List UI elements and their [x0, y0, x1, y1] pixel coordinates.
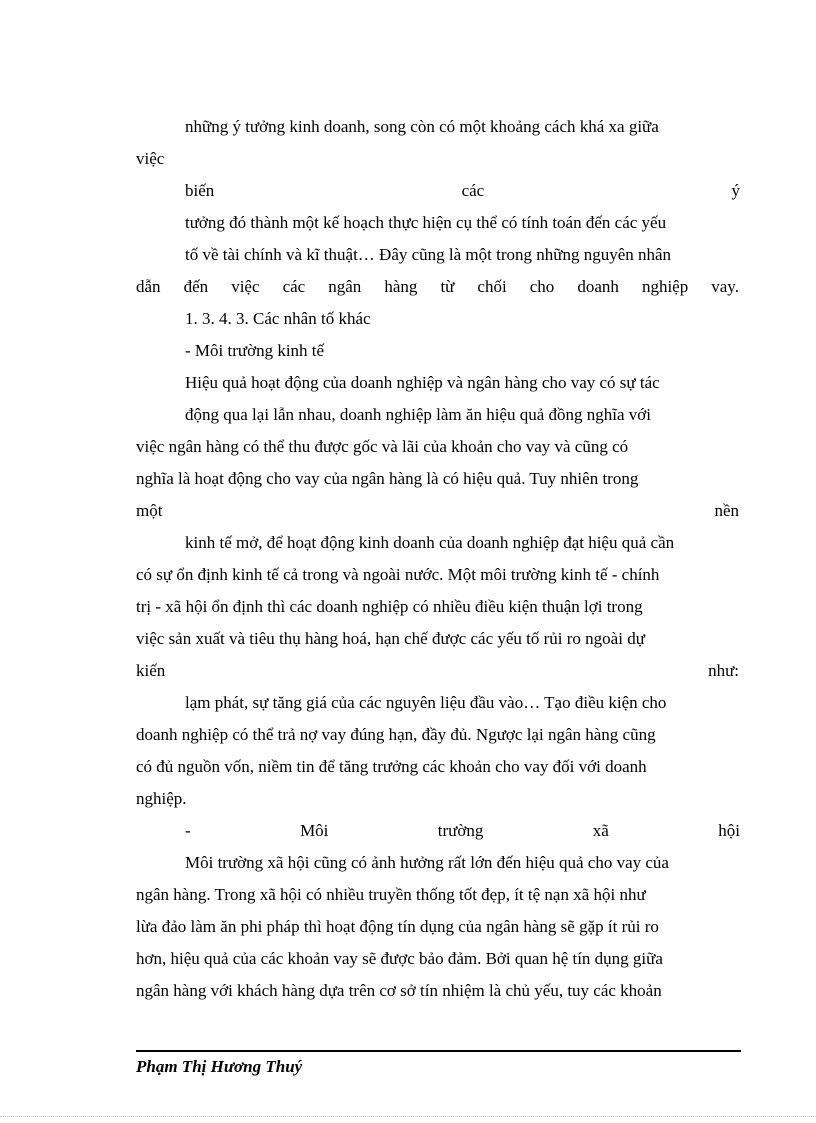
- word: như:: [708, 661, 739, 680]
- word: dẫn: [136, 277, 161, 296]
- paragraph-line: tưởng đó thành một kế hoạch thực hiện cụ thể có tính toán đến các yếu: [185, 213, 667, 232]
- footer-rule: [136, 1050, 741, 1052]
- justified-line: [136, 501, 739, 521]
- justified-line: [185, 181, 740, 201]
- word: trường: [437, 821, 484, 840]
- subsection-heading: - Môi trường kinh tế: [185, 341, 325, 360]
- word: -: [185, 821, 191, 840]
- paragraph-line: việc: [136, 149, 165, 168]
- paragraph-line: có đủ nguồn vốn, niềm tin để tăng trưởng các khoản cho vay đối với doanh: [136, 757, 647, 776]
- paragraph-line: nghĩa là hoạt động cho vay của ngân hàng là có hiệu quả. Tuy nhiên trong: [136, 469, 639, 488]
- paragraph-line: tố về tài chính và kĩ thuật… Đây cũng là một trong những nguyên nhân: [185, 245, 672, 264]
- word: Môi: [300, 821, 329, 840]
- word: cho: [529, 277, 555, 296]
- word: doanh: [577, 277, 619, 296]
- justified-line: [136, 277, 739, 297]
- word: vay.: [711, 277, 739, 296]
- justified-line: [185, 821, 740, 841]
- word: từ: [440, 277, 455, 296]
- paragraph-line: lừa đảo làm ăn phi pháp thì hoạt động tín dụng của ngân hàng sẽ gặp ít rủi ro: [136, 917, 659, 936]
- footer-author: Phạm Thị Hương Thuý: [136, 1057, 303, 1076]
- paragraph-line: việc sản xuất và tiêu thụ hàng hoá, hạn chế được các yếu tố rủi ro ngoài dự: [136, 629, 645, 648]
- paragraph-line: hơn, hiệu quả của các khoản vay sẽ được bảo đảm. Bởi quan hệ tín dụng giữa: [136, 949, 663, 968]
- paragraph-line: việc ngân hàng có thể thu được gốc và lãi của khoản cho vay và cũng có: [136, 437, 629, 456]
- word: hội: [718, 821, 740, 840]
- word: biến: [185, 181, 215, 200]
- paragraph-line: những ý tưởng kinh doanh, song còn có một khoảng cách khá xa giữa: [185, 117, 659, 136]
- word: ngân: [328, 277, 362, 296]
- word: các: [282, 277, 306, 296]
- paragraph-line: doanh nghiệp có thể trả nợ vay đúng hạn, đầy đủ. Ngược lại ngân hàng cũng: [136, 725, 656, 744]
- paragraph-line: nghiệp.: [136, 789, 187, 808]
- justified-line: [136, 661, 739, 681]
- paragraph-line: động qua lại lẫn nhau, doanh nghiệp làm ăn hiệu quả đồng nghĩa với: [185, 405, 651, 424]
- paragraph-line: có sự ổn định kinh tế cả trong và ngoài nước. Một môi trường kinh tế - chính: [136, 565, 660, 584]
- word: nghiệp: [641, 277, 689, 296]
- paragraph-line: lạm phát, sự tăng giá của các nguyên liệu đầu vào… Tạo điều kiện cho: [185, 693, 667, 712]
- word: kiến: [136, 661, 166, 680]
- word: hàng: [384, 277, 418, 296]
- paragraph-line: ngân hàng với khách hàng dựa trên cơ sở tín nhiệm là chủ yếu, tuy các khoản: [136, 981, 662, 1000]
- word: chối: [477, 277, 507, 296]
- paragraph-line: ngân hàng. Trong xã hội có nhiều truyền thống tốt đẹp, ít tệ nạn xã hội như: [136, 885, 646, 904]
- paragraph-line: kinh tế mở, để hoạt động kinh doanh của doanh nghiệp đạt hiệu quả cần: [185, 533, 675, 552]
- word: các: [461, 181, 485, 200]
- word: xã: [592, 821, 609, 840]
- word: nền: [714, 501, 739, 520]
- section-heading: 1. 3. 4. 3. Các nhân tố khác: [185, 309, 371, 328]
- page-edge-dots: [0, 1116, 816, 1117]
- word: việc: [231, 277, 260, 296]
- word: ý: [731, 181, 740, 200]
- word: đến: [183, 277, 209, 296]
- word: một: [136, 501, 163, 520]
- paragraph-line: Môi trường xã hội cũng có ảnh hưởng rất lớn đến hiệu quả cho vay của: [185, 853, 669, 872]
- paragraph-line: Hiệu quả hoạt động của doanh nghiệp và ngân hàng cho vay có sự tác: [185, 373, 660, 392]
- paragraph-line: trị - xã hội ổn định thì các doanh nghiệp có nhiều điều kiện thuận lợi trong: [136, 597, 643, 616]
